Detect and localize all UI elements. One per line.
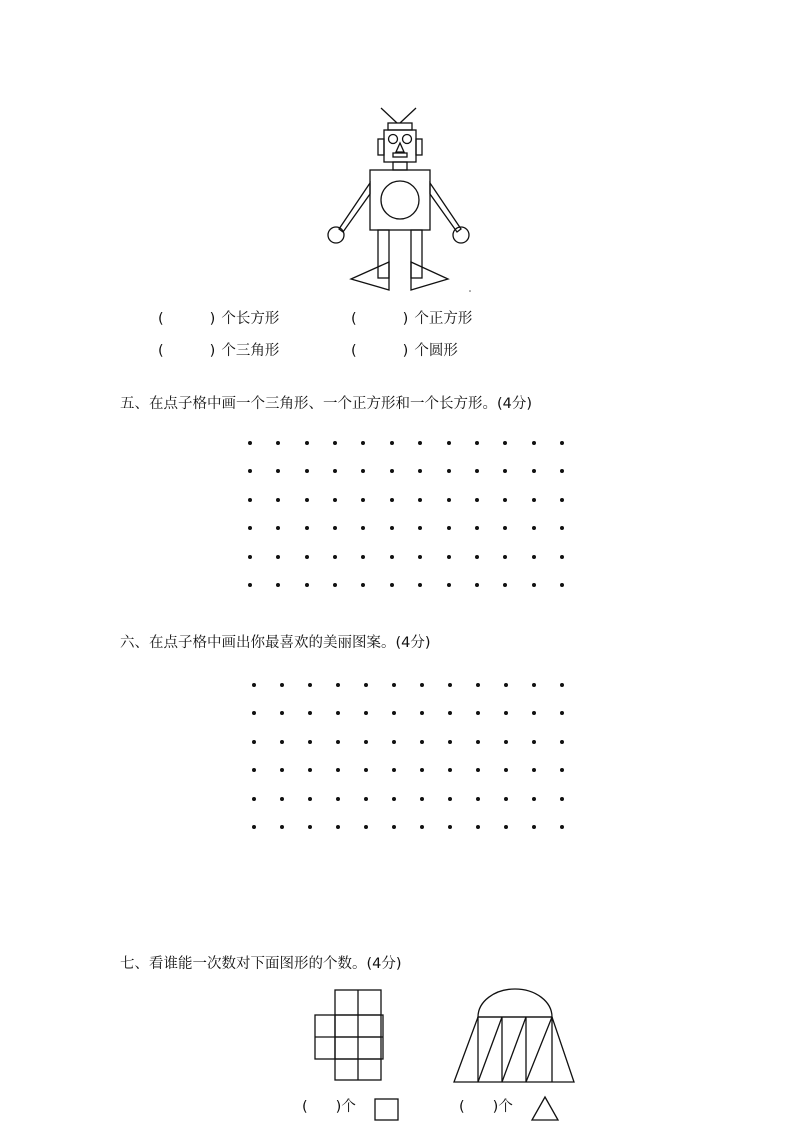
- grid-dot: [560, 555, 564, 559]
- grid-dot: [336, 683, 340, 687]
- grid-dot: [418, 555, 422, 559]
- grid-dot: [276, 441, 280, 445]
- grid-dot: [364, 797, 368, 801]
- grid-dot: [475, 441, 479, 445]
- grid-dot: [333, 441, 337, 445]
- robot-leg-right: [411, 230, 422, 278]
- grid-dot: [333, 583, 337, 587]
- grid-dot: [476, 825, 480, 829]
- grid-dot: [280, 740, 284, 744]
- grid-dot: [392, 740, 396, 744]
- grid-dot: [248, 526, 252, 530]
- grid-dot: [392, 797, 396, 801]
- grid-dot: [280, 797, 284, 801]
- section-7-answer-triangles: [459, 1098, 513, 1116]
- grid-dot: [248, 469, 252, 473]
- grid-dot: [560, 825, 564, 829]
- grid-dot: [305, 498, 309, 502]
- grid-dot: [392, 683, 396, 687]
- answer-blank-open[interactable]: (: [158, 343, 164, 359]
- answer-blank-close: ): [402, 343, 409, 359]
- grid-dot: [276, 469, 280, 473]
- cross-squares-figure: [312, 990, 392, 1080]
- grid-dot: [308, 683, 312, 687]
- grid-dot: [504, 683, 508, 687]
- grid-dot: [448, 711, 452, 715]
- grid-dot: [252, 711, 256, 715]
- grid-dot: [503, 469, 507, 473]
- grid-dot: [361, 441, 365, 445]
- grid-dot: [276, 526, 280, 530]
- grid-dot: [476, 683, 480, 687]
- grid-dot: [308, 825, 312, 829]
- grid-dot: [336, 768, 340, 772]
- grid-dot: [448, 740, 452, 744]
- grid-dot: [532, 441, 536, 445]
- robot-mouth: [393, 153, 407, 157]
- grid-dot: [503, 526, 507, 530]
- robot-arm-right: [430, 183, 461, 232]
- grid-dot: [364, 825, 368, 829]
- grid-dot: [280, 768, 284, 772]
- grid-dot: [308, 711, 312, 715]
- section-7-answer-squares: [302, 1098, 356, 1116]
- grid-dot: [560, 740, 564, 744]
- grid-dot: [364, 768, 368, 772]
- grid-dot: [503, 583, 507, 587]
- grid-dot: [333, 469, 337, 473]
- robot-leg-left: [378, 230, 389, 278]
- question-label: 个正方形: [414, 311, 473, 327]
- robot-antenna-left: [381, 108, 397, 123]
- grid-dot: [447, 469, 451, 473]
- grid-dot: [504, 768, 508, 772]
- robot-foot-left: [351, 262, 389, 290]
- grid-dot: [333, 526, 337, 530]
- grid-dot: [361, 526, 365, 530]
- grid-dot: [503, 555, 507, 559]
- robot-nose: [396, 143, 404, 152]
- grid-dot: [305, 583, 309, 587]
- section-6-title: 六、在点子格中画出你最喜欢的美丽图案。(4分): [120, 635, 431, 651]
- grid-dot: [560, 441, 564, 445]
- grid-dot: [504, 711, 508, 715]
- trapezoid-arch-figure: [451, 988, 581, 1083]
- grid-dot: [503, 498, 507, 502]
- grid-dot: [276, 555, 280, 559]
- grid-dot: [532, 498, 536, 502]
- section-7-title: 七、看谁能一次数对下面图形的个数。(4分): [120, 956, 402, 972]
- robot-antenna-right: [400, 108, 416, 123]
- grid-dot: [532, 825, 536, 829]
- grid-dot: [447, 441, 451, 445]
- grid-dot: [504, 797, 508, 801]
- answer-blank-close: ): [209, 343, 216, 359]
- grid-dot: [308, 740, 312, 744]
- grid-dot: [448, 825, 452, 829]
- triangle-icon: [530, 1096, 560, 1122]
- robot-chest-circle: [381, 181, 419, 219]
- robot-question-triangles: [158, 342, 279, 360]
- grid-dot: [447, 498, 451, 502]
- grid-dot: [333, 498, 337, 502]
- grid-dot: [248, 583, 252, 587]
- grid-dot: [448, 683, 452, 687]
- grid-dot: [475, 555, 479, 559]
- grid-dot: [532, 740, 536, 744]
- grid-dot: [420, 711, 424, 715]
- grid-dot: [560, 768, 564, 772]
- grid-dot: [252, 797, 256, 801]
- grid-dot: [308, 797, 312, 801]
- grid-dot: [475, 469, 479, 473]
- grid-dot: [390, 469, 394, 473]
- grid-dot: [392, 825, 396, 829]
- grid-dot: [448, 797, 452, 801]
- grid-dot: [532, 583, 536, 587]
- grid-dot: [504, 740, 508, 744]
- robot-neck: [393, 162, 407, 170]
- grid-dot: [305, 469, 309, 473]
- answer-blank-open[interactable]: (: [351, 311, 357, 327]
- grid-dot: [560, 498, 564, 502]
- grid-dot: [560, 797, 564, 801]
- grid-dot: [447, 555, 451, 559]
- grid-dot: [532, 768, 536, 772]
- grid-dot: [560, 683, 564, 687]
- grid-dot: [560, 711, 564, 715]
- grid-dot: [252, 740, 256, 744]
- grid-dot: [336, 711, 340, 715]
- robot-ear-right: [416, 139, 422, 155]
- answer-blank-open[interactable]: (: [302, 1099, 308, 1115]
- answer-blank-open[interactable]: (: [351, 343, 357, 359]
- grid-dot: [532, 526, 536, 530]
- robot-hand-left: [328, 227, 344, 243]
- grid-dot: [475, 526, 479, 530]
- grid-dot: [476, 768, 480, 772]
- answer-blank-open[interactable]: (: [158, 311, 164, 327]
- answer-blank-close: ): [402, 311, 409, 327]
- grid-dot: [392, 768, 396, 772]
- grid-dot: [333, 555, 337, 559]
- grid-dot: [305, 441, 309, 445]
- robot-question-rectangles: [158, 310, 279, 328]
- grid-dot: [420, 797, 424, 801]
- robot-foot-right: [411, 262, 448, 290]
- robot-question-squares: [351, 310, 472, 328]
- grid-dot: [276, 498, 280, 502]
- grid-dot: [420, 825, 424, 829]
- grid-dot: [276, 583, 280, 587]
- grid-dot: [336, 825, 340, 829]
- robot-arm-left: [339, 183, 370, 232]
- grid-dot: [420, 768, 424, 772]
- grid-dot: [418, 526, 422, 530]
- grid-dot: [305, 526, 309, 530]
- grid-dot: [305, 555, 309, 559]
- grid-dot: [252, 768, 256, 772]
- grid-dot: [418, 441, 422, 445]
- grid-dot: [252, 683, 256, 687]
- grid-dot: [448, 768, 452, 772]
- section-5-title: 五、在点子格中画一个三角形、一个正方形和一个长方形。(4分): [120, 396, 533, 412]
- grid-dot: [280, 825, 284, 829]
- robot-ear-left: [378, 139, 384, 155]
- grid-dot: [361, 498, 365, 502]
- grid-dot: [475, 498, 479, 502]
- grid-dot: [560, 583, 564, 587]
- grid-dot: [504, 825, 508, 829]
- grid-dot: [476, 711, 480, 715]
- grid-dot: [252, 825, 256, 829]
- question-label: 个长方形: [221, 311, 280, 327]
- grid-dot: [476, 797, 480, 801]
- grid-dot: [248, 555, 252, 559]
- grid-dot: [532, 797, 536, 801]
- dot-grid-section-6[interactable]: [252, 683, 564, 829]
- grid-dot: [390, 526, 394, 530]
- robot-head-cap: [388, 123, 412, 130]
- grid-dot: [336, 797, 340, 801]
- grid-dot: [361, 583, 365, 587]
- dot-grid-section-5[interactable]: [248, 441, 564, 587]
- grid-dot: [364, 740, 368, 744]
- grid-dot: [420, 740, 424, 744]
- grid-dot: [532, 555, 536, 559]
- grid-dot: [364, 683, 368, 687]
- grid-dot: [420, 683, 424, 687]
- grid-dot: [308, 768, 312, 772]
- answer-blank-open[interactable]: (: [459, 1099, 465, 1115]
- grid-dot: [532, 469, 536, 473]
- question-label: 个圆形: [414, 343, 458, 359]
- grid-dot: [418, 498, 422, 502]
- grid-dot: [280, 683, 284, 687]
- grid-dot: [447, 526, 451, 530]
- grid-dot: [390, 498, 394, 502]
- robot-eye-right: [403, 135, 412, 144]
- grid-dot: [248, 498, 252, 502]
- grid-dot: [418, 583, 422, 587]
- grid-dot: [390, 583, 394, 587]
- question-label: 个三角形: [221, 343, 280, 359]
- answer-blank-close: )个: [335, 1099, 356, 1115]
- grid-dot: [532, 711, 536, 715]
- robot-question-circles: [351, 342, 458, 360]
- grid-dot: [361, 469, 365, 473]
- grid-dot: [560, 469, 564, 473]
- grid-dot: [392, 711, 396, 715]
- grid-dot: [248, 441, 252, 445]
- grid-dot: [476, 740, 480, 744]
- grid-dot: [336, 740, 340, 744]
- grid-dot: [560, 526, 564, 530]
- grid-dot: [361, 555, 365, 559]
- grid-dot: [390, 555, 394, 559]
- grid-dot: [280, 711, 284, 715]
- grid-dot: [447, 583, 451, 587]
- answer-blank-close: ): [209, 311, 216, 327]
- grid-dot: [390, 441, 394, 445]
- grid-dot: [532, 683, 536, 687]
- robot-body: [370, 170, 430, 230]
- grid-dot: [475, 583, 479, 587]
- robot-eye-left: [389, 135, 398, 144]
- grid-dot: [364, 711, 368, 715]
- grid-dot: [503, 441, 507, 445]
- answer-blank-close: )个: [492, 1099, 513, 1115]
- robot-figure: [0, 0, 794, 300]
- grid-dot: [418, 469, 422, 473]
- square-icon: [374, 1098, 400, 1122]
